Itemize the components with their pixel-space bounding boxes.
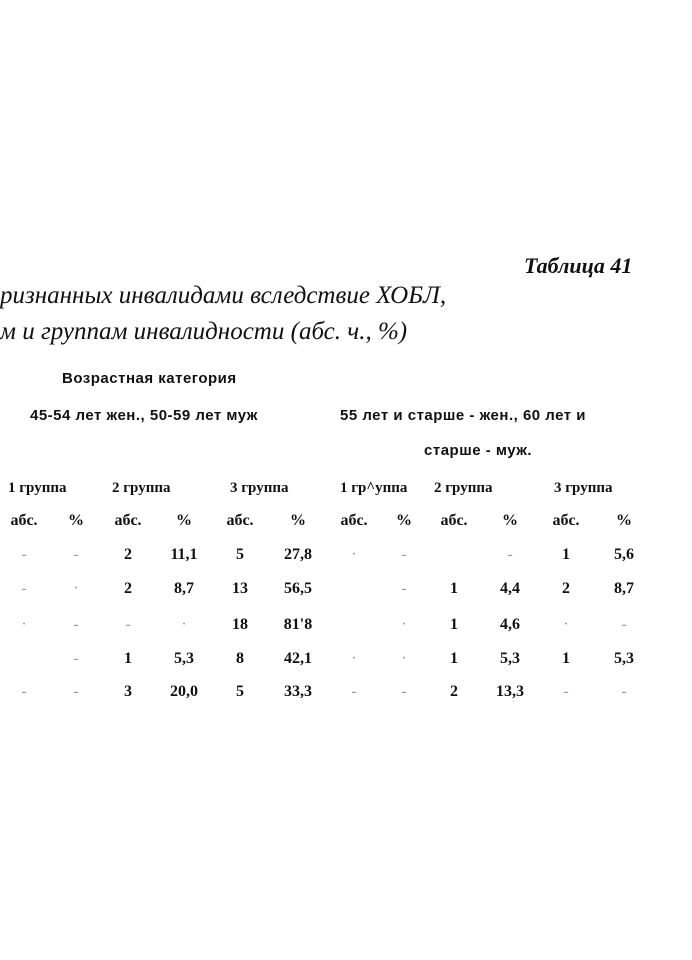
table-label: Таблица 41 <box>524 253 633 278</box>
table-cell: 2 <box>124 546 132 563</box>
subcolumn-header: абс. <box>10 512 38 529</box>
subcolumn-header: абс. <box>552 512 580 529</box>
table-cell: 27,8 <box>284 546 312 563</box>
subcolumn-header: абс. <box>340 512 368 529</box>
subcolumn-header: % <box>290 512 306 529</box>
caption-line-1: ризнанных инвалидами вследствие ХОБЛ, <box>0 282 447 309</box>
table-cell: · <box>401 650 407 667</box>
table-cell: 2 <box>124 580 132 597</box>
table-cell: 4,6 <box>500 616 520 633</box>
table-cell: 8,7 <box>614 580 634 597</box>
caption-line-2: м и группам инвалидности (абс. ч., %) <box>0 318 408 345</box>
disability-group-header: 2 группа <box>112 480 171 496</box>
table-cell: 1 <box>124 650 132 667</box>
table-cell: - <box>73 616 79 633</box>
table-cell: 56,5 <box>284 580 312 597</box>
table-cell: 13,3 <box>496 683 524 700</box>
disability-group-header: 3 группа <box>554 480 613 496</box>
subcolumn-header: % <box>68 512 84 529</box>
table-cell: - <box>563 683 569 700</box>
table-cell: 3 <box>124 683 132 700</box>
subcolumn-header: % <box>616 512 632 529</box>
table-cell: 5,6 <box>614 546 634 563</box>
subcolumn-header: абс. <box>226 512 254 529</box>
table-cell: 33,3 <box>284 683 312 700</box>
table-cell: - <box>621 616 627 633</box>
subcolumn-header: абс. <box>114 512 142 529</box>
table-cell: 81'8 <box>283 616 313 633</box>
subcolumn-header: % <box>396 512 412 529</box>
table-cell: 1 <box>562 650 570 667</box>
table-cell: - <box>21 546 27 563</box>
table-cell: 18 <box>232 616 248 633</box>
table-cell: · <box>401 616 407 633</box>
table-cell: 8 <box>236 650 244 667</box>
subcolumn-header: абс. <box>440 512 468 529</box>
table-cell: · <box>351 650 357 667</box>
table-cell: - <box>401 546 407 563</box>
table-cell: - <box>73 546 79 563</box>
table-cell: 8,7 <box>174 580 194 597</box>
table-cell: 5,3 <box>500 650 520 667</box>
table-cell: 20,0 <box>170 683 198 700</box>
age-group-a-header: 45-54 лет жен., 50-59 лет муж <box>30 407 258 424</box>
table-cell: 2 <box>562 580 570 597</box>
table-cell: - <box>351 683 357 700</box>
table-cell: 1 <box>450 650 458 667</box>
table-cell: 5,3 <box>614 650 634 667</box>
table-cell: · <box>563 616 569 633</box>
table-cell: - <box>621 683 627 700</box>
table-cell: 2 <box>450 683 458 700</box>
table-cell: 11,1 <box>170 546 198 563</box>
table-cell: 1 <box>450 616 458 633</box>
subcolumn-header: % <box>502 512 518 529</box>
age-category-header: Возрастная категория <box>62 370 237 387</box>
disability-group-header: 1 группа <box>8 480 67 496</box>
table-cell: · <box>181 616 187 633</box>
table-cell: 13 <box>232 580 248 597</box>
table-cell: · <box>351 546 357 563</box>
table-cell: · <box>21 616 27 633</box>
table-cell: - <box>507 546 513 563</box>
table-cell: · <box>73 580 79 597</box>
table-cell: 1 <box>450 580 458 597</box>
disability-group-header: 3 группа <box>230 480 289 496</box>
table-cell: - <box>21 683 27 700</box>
table-cell: 5 <box>236 546 244 563</box>
table-cell: - <box>73 650 79 667</box>
disability-group-header: 1 гр^уппа <box>340 480 408 496</box>
disability-group-header: 2 группа <box>434 480 493 496</box>
age-group-b-header-line1: 55 лет и старше - жен., 60 лет и <box>340 407 587 424</box>
table-cell: - <box>401 580 407 597</box>
table-cell: 5 <box>236 683 244 700</box>
table-cell: 1 <box>562 546 570 563</box>
table-cell: 4,4 <box>500 580 520 597</box>
table-cell: - <box>401 683 407 700</box>
table-cell: - <box>125 616 131 633</box>
age-group-b-header-line2: старше - муж. <box>424 442 533 459</box>
table-cell: 5,3 <box>174 650 194 667</box>
subcolumn-header: % <box>176 512 192 529</box>
table-cell: - <box>73 683 79 700</box>
table-cell: 42,1 <box>284 650 312 667</box>
table-cell: - <box>21 580 27 597</box>
